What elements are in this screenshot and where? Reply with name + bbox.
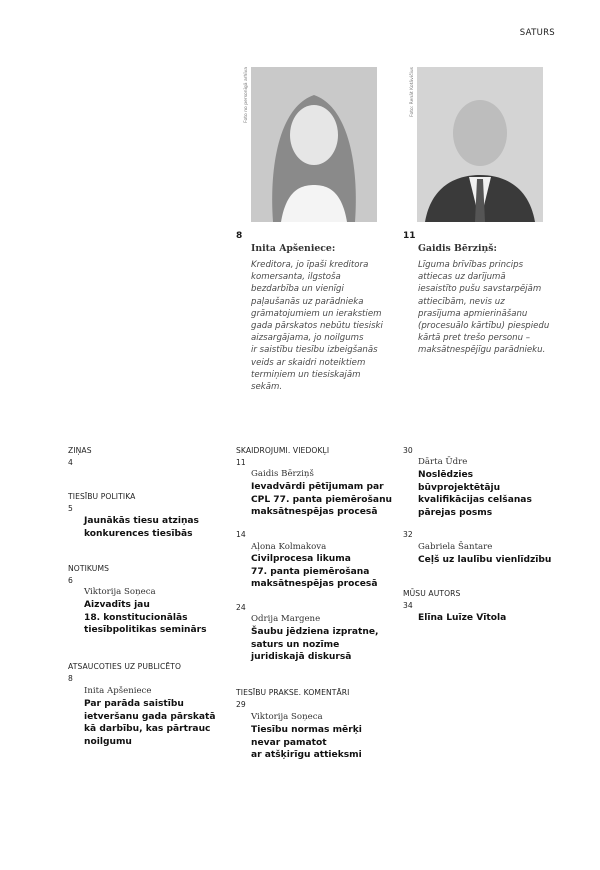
toc-author: Viktorija Soņeca bbox=[84, 587, 156, 597]
toc-author: Inita Apšeniece bbox=[84, 686, 152, 696]
toc-page: 11 bbox=[236, 458, 246, 467]
toc-article-link[interactable]: Ceļš uz laulību vienlīdzību bbox=[418, 555, 552, 565]
toc-article-link[interactable]: Ievadvārdi pētījumam par CPL 77. panta piemērošanu maksātnespējas procesā bbox=[251, 482, 393, 518]
toc-page: 4 bbox=[68, 458, 73, 467]
toc-article-link[interactable]: Civilprocesa likuma 77. panta piemērošana maksātnespējas procesā bbox=[251, 554, 378, 590]
feature-page-number: 11 bbox=[403, 231, 416, 241]
portrait-photo-berzins bbox=[417, 67, 543, 222]
feature-quote: Līguma brīvības princips attiecas uz darījumā iesaistīto pušu savstarpējām attiecībām, nevis uz prasījuma apmierināšanu (procesuālo kārtību) piespiedu kārtā pret trešo personu – maksātnespējīgu parādnieku. bbox=[418, 260, 550, 356]
toc-category: MŪSU AUTORS bbox=[403, 589, 461, 598]
toc-article-link[interactable]: Aizvadīts jau 18. konstitucionālās tiesībpolitikas seminārs bbox=[84, 600, 207, 636]
toc-page: 8 bbox=[68, 674, 73, 683]
feature-person-name: Inita Apšeniece: bbox=[251, 243, 336, 254]
toc-author: Dārta Ūdre bbox=[418, 457, 468, 467]
photo-credit: Foto no personīgā arhīva bbox=[244, 67, 249, 123]
toc-page: 6 bbox=[68, 576, 73, 585]
toc-article-link[interactable]: Šaubu jēdziena izpratne, saturs un nozīme juridiskajā diskursā bbox=[251, 627, 379, 663]
toc-category: NOTIKUMS bbox=[68, 564, 110, 573]
toc-category: ATSAUCOTIES UZ PUBLICĒTO bbox=[68, 662, 182, 671]
toc-page: 24 bbox=[236, 603, 246, 612]
toc-page: 5 bbox=[68, 504, 73, 513]
toc-page: 30 bbox=[403, 446, 413, 455]
toc-article-link[interactable]: Noslēdzies būvprojektētāju kvalifikācijas celšanas pārejas posms bbox=[418, 470, 532, 518]
photo-credit: Foto: Renāt Kotāvičius bbox=[410, 67, 415, 117]
toc-author: Aļona Kolmakova bbox=[251, 542, 327, 552]
toc-author: Viktorija Soņeca bbox=[251, 712, 323, 722]
toc-author: Odrija Margene bbox=[251, 614, 321, 624]
toc-page: 29 bbox=[236, 700, 246, 709]
portrait-photo-apseniece bbox=[251, 67, 377, 222]
toc-article-link[interactable]: Tiesību normas mērķi nevar pamatot ar atšķirīgu attieksmi bbox=[251, 725, 362, 761]
toc-author: Gabriela Šantare bbox=[418, 542, 493, 552]
toc-author: Gaidis Bērziņš bbox=[251, 469, 314, 479]
toc-category: TIESĪBU POLITIKA bbox=[68, 492, 136, 501]
toc-page: 32 bbox=[403, 530, 413, 539]
section-label: SATURS bbox=[519, 28, 555, 38]
toc-category: TIESĪBU PRAKSE. KOMENTĀRI bbox=[236, 688, 350, 697]
feature-quote: Kreditora, jo īpaši kreditora komersanta, ilgstoša bezdarbība un vienīgi paļaušanās uz parādnieka grāmatojumiem un ierakstiem gada pārskatos nebūtu tiesiski aizsargājama, jo noilgums ir saistību tiesību izbeigšanās veids ar skaidri noteiktiem termiņiem un tiesiskajām sekām. bbox=[251, 260, 383, 393]
feature-page-number: 8 bbox=[236, 231, 243, 241]
toc-article-link[interactable]: Elīna Luīze Vītola bbox=[418, 613, 507, 623]
toc-category: ZIŅAS bbox=[68, 446, 92, 455]
toc-page: 34 bbox=[403, 601, 413, 610]
toc-category: SKAIDROJUMI. VIEDOKĻI bbox=[236, 446, 330, 455]
toc-page: 14 bbox=[236, 530, 246, 539]
toc-article-link[interactable]: Par parāda saistību ietveršanu gada pārskatā kā darbību, kas pārtrauc noilgumu bbox=[84, 699, 216, 747]
feature-person-name: Gaidis Bērziņš: bbox=[418, 243, 497, 254]
toc-article-link[interactable]: Jaunākās tiesu atziņas konkurences tiesībās bbox=[84, 516, 199, 539]
